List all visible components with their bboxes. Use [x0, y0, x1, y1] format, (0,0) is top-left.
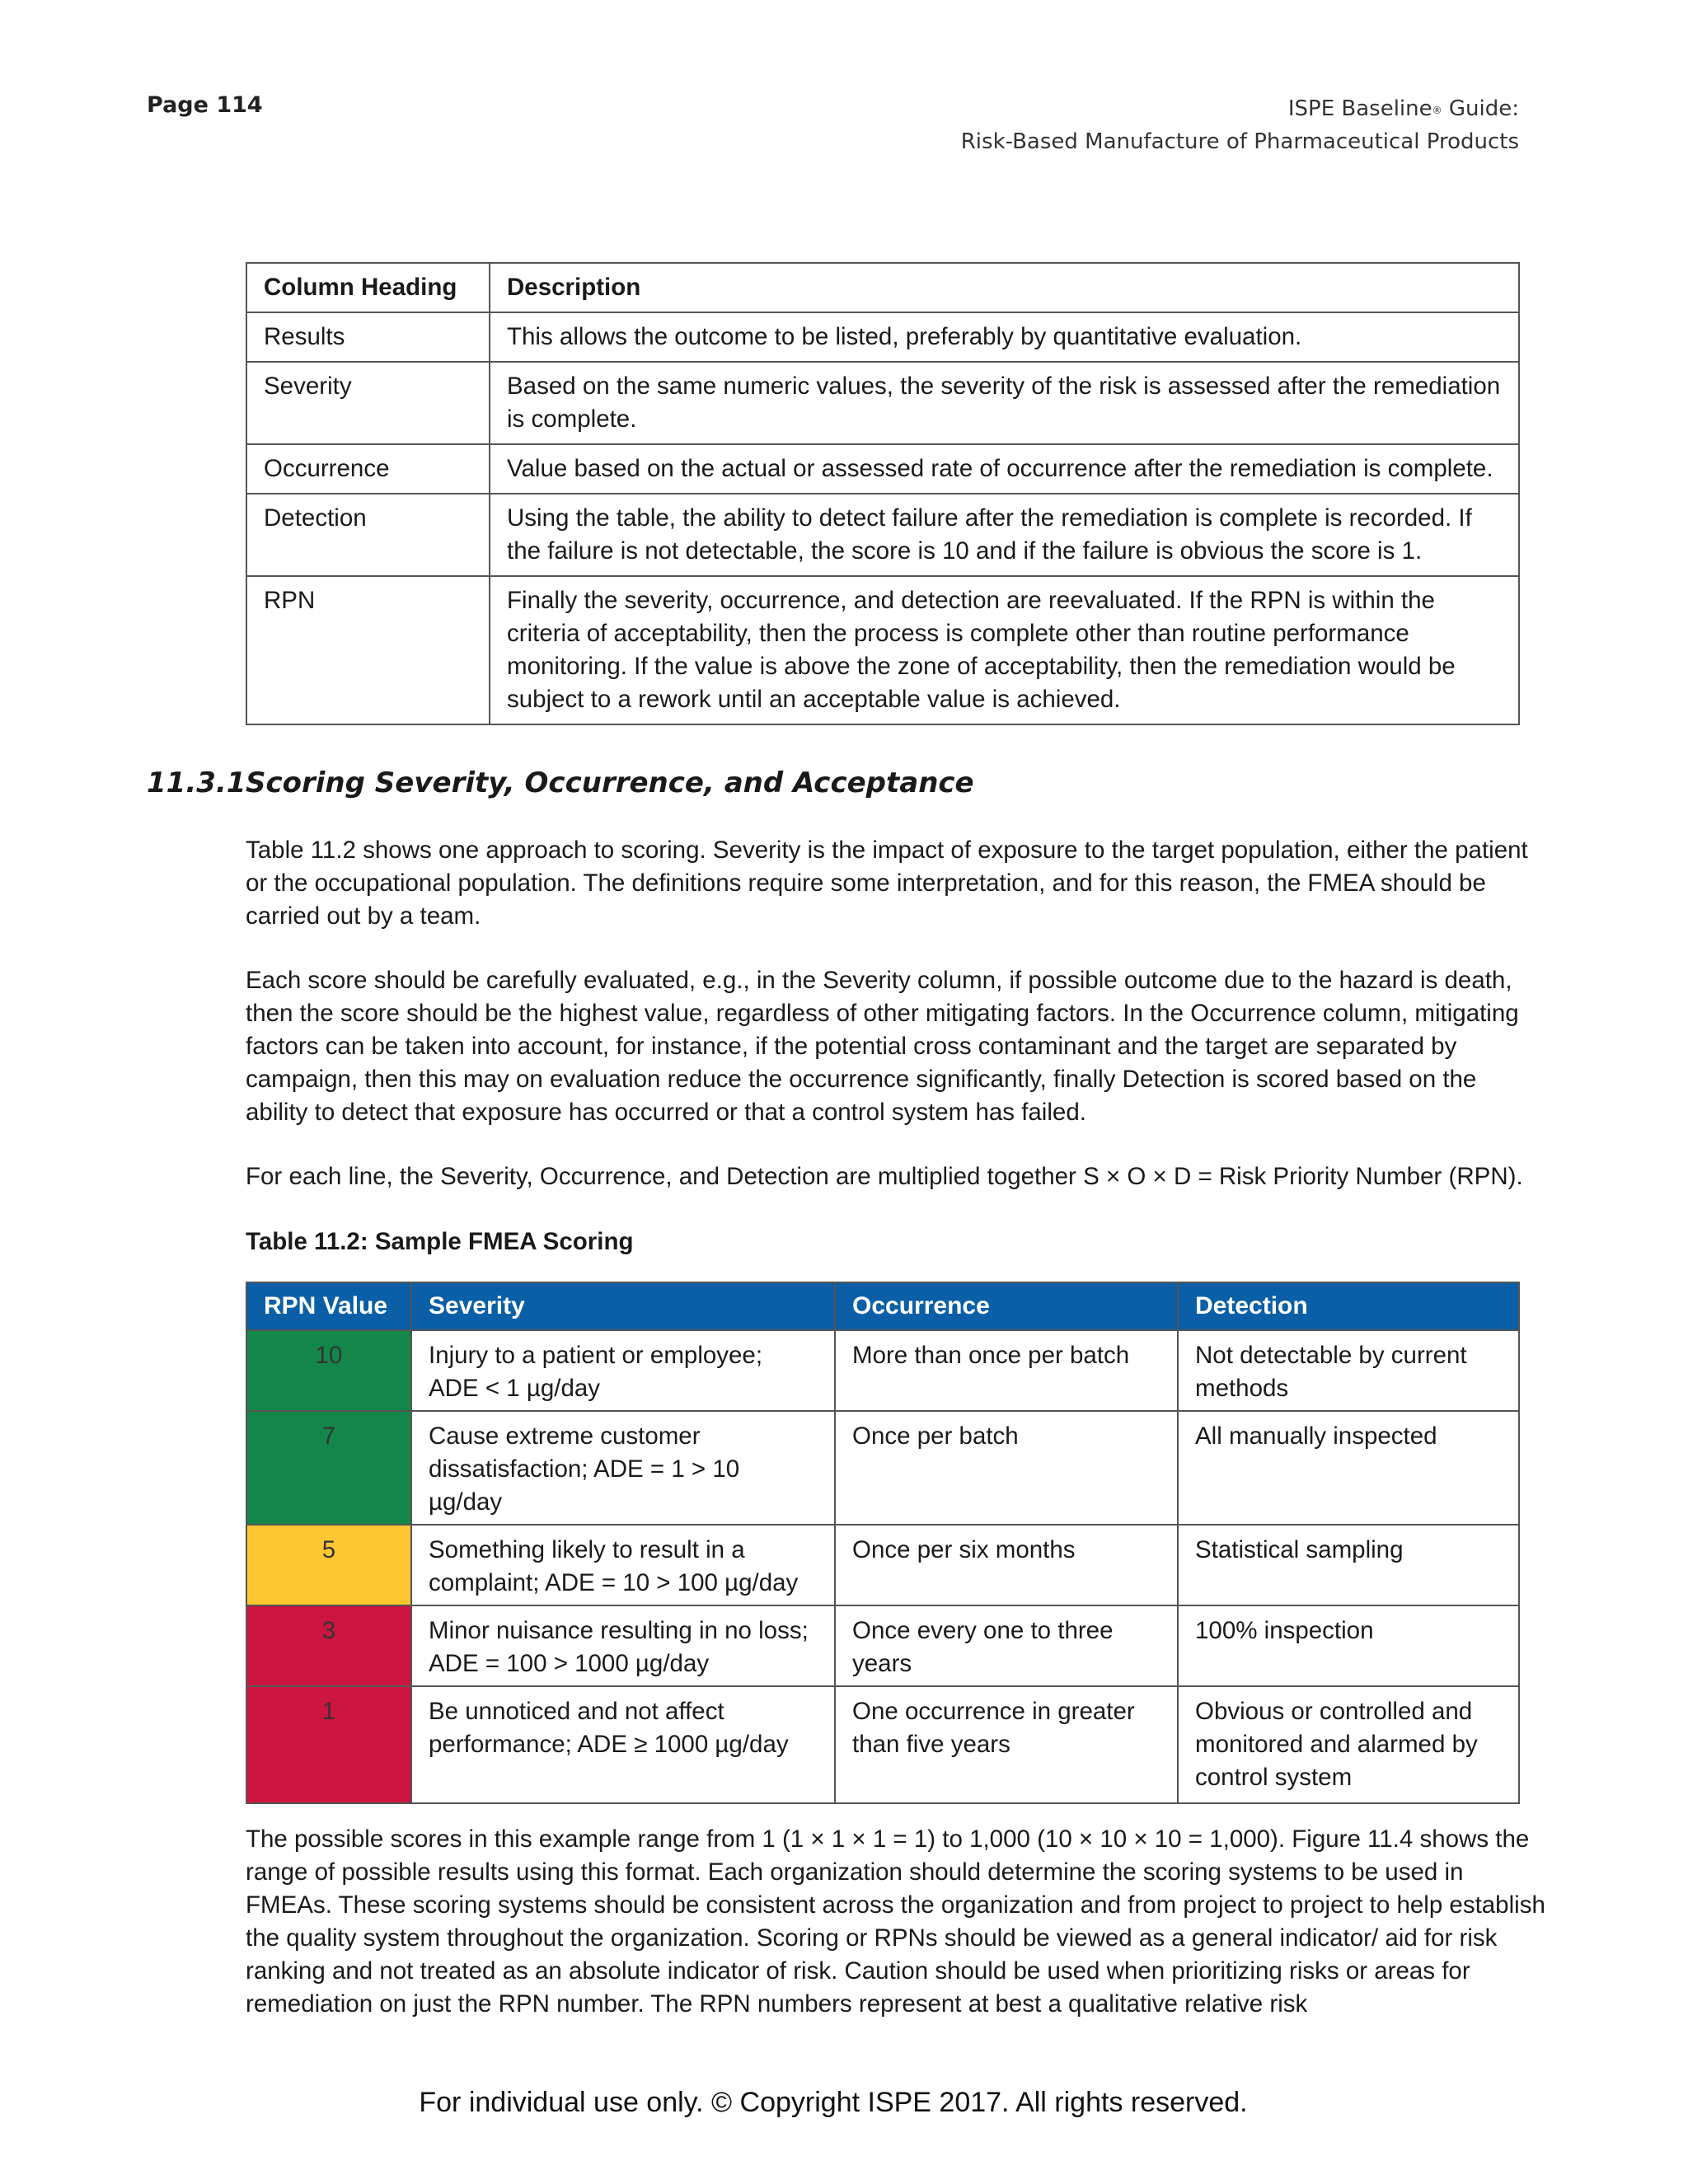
row-heading: Detection — [246, 494, 490, 576]
column-heading-header: Column Heading — [246, 263, 490, 312]
table-row — [246, 1330, 1519, 1411]
table-row — [246, 312, 1519, 362]
rpn-value-cell: 5 — [246, 1525, 411, 1605]
row-description: This allows the outcome to be listed, preferably by quantitative evaluation. — [490, 312, 1519, 362]
occurrence-cell: Once per batch — [835, 1411, 1178, 1525]
severity-cell: Be unnoticed and not affect performance; ADE ≥ 1000 µg/day — [411, 1686, 835, 1803]
guide-title-suffix: Guide: — [1442, 96, 1519, 121]
table-row — [246, 1525, 1519, 1605]
paragraph-2: Each score should be carefully evaluated, e.g., in the Severity column, if possible outcome due to the hazard is death, then the score should be the highest value, regardless of other mitigating factors. In the Occurrence column, mitigating factors can be taken into account, for instance, if the potential cross contaminant and the target are separated by campaign, then this may on evaluation reduce the occurrence significantly, finally Detection is scored based on the ability to detect that exposure has occurred or that a control system has failed. — [246, 967, 1519, 1126]
guide-title: ISPE Baseline — [1287, 96, 1432, 121]
detection-header: Detection — [1178, 1282, 1519, 1330]
row-heading: RPN — [246, 576, 490, 724]
column-description-table — [246, 262, 1520, 725]
detection-cell: Not detectable by current methods — [1178, 1330, 1519, 1411]
row-heading: Severity — [246, 362, 490, 444]
rpn-value-cell: 1 — [246, 1686, 411, 1803]
occurrence-cell: More than once per batch — [835, 1330, 1178, 1411]
rpn-value-cell: 7 — [246, 1411, 411, 1525]
paragraph-1: Table 11.2 shows one approach to scoring. Severity is the impact of exposure to the target population, either the patient or the occupational population. The definitions require some interpretation, and for this reason, the FMEA should be carried out by a team. — [246, 837, 1528, 930]
severity-cell: Something likely to result in a complaint; ADE = 10 > 100 µg/day — [411, 1525, 835, 1605]
severity-header: Severity — [411, 1282, 835, 1330]
row-description: Value based on the actual or assessed rate of occurrence after the remediation is complete. — [490, 444, 1519, 494]
table-header-row — [246, 1282, 1519, 1330]
detection-cell: All manually inspected — [1178, 1411, 1519, 1525]
severity-cell: Injury to a patient or employee; ADE < 1 µg/day — [411, 1330, 835, 1411]
table-row — [246, 576, 1519, 724]
table-row — [246, 1411, 1519, 1525]
table-row — [246, 494, 1519, 576]
paragraph-3: For each line, the Severity, Occurrence, and Detection are multiplied together S × O × D = Risk Priority Number (RPN). — [246, 1163, 1523, 1190]
table-header-row — [246, 263, 1519, 312]
row-description: Finally the severity, occurrence, and detection are reevaluated. If the RPN is within the criteria of acceptability, then the process is complete other than routine performance monitoring. If the value is above the zone of acceptability, then the remediation would be subject to a rework until an acceptable value is achieved. — [490, 576, 1519, 724]
table-row — [246, 1605, 1519, 1686]
occurrence-cell: One occurrence in greater than five years — [835, 1686, 1178, 1803]
guide-subtitle: Risk-Based Manufacture of Pharmaceutical Products — [960, 129, 1519, 154]
row-heading: Occurrence — [246, 444, 490, 494]
fmea-scoring-table — [246, 1282, 1520, 1804]
occurrence-cell: Once per six months — [835, 1525, 1178, 1605]
copyright-footer: For individual use only. © Copyright ISPE 2017. All rights reserved. — [419, 2087, 1248, 2118]
table-row — [246, 362, 1519, 444]
table-row — [246, 444, 1519, 494]
detection-cell: Obvious or controlled and monitored and alarmed by control system — [1178, 1686, 1519, 1803]
severity-cell: Minor nuisance resulting in no loss; ADE = 100 > 1000 µg/day — [411, 1605, 835, 1686]
detection-cell: Statistical sampling — [1178, 1525, 1519, 1605]
row-heading: Results — [246, 312, 490, 362]
row-description: Based on the same numeric values, the severity of the risk is assessed after the remediation is complete. — [490, 362, 1519, 444]
rpn-value-cell: 10 — [246, 1330, 411, 1411]
registered-mark: ® — [1432, 105, 1442, 116]
row-description: Using the table, the ability to detect failure after the remediation is complete is recorded. If the failure is not detectable, the score is 10 and if the failure is obvious the score is 1. — [490, 494, 1519, 576]
paragraph-4: The possible scores in this example range from 1 (1 × 1 × 1 = 1) to 1,000 (10 × 10 × 10 = 1,000). Figure 11.4 shows the range of possible results using this format. Each organization should determine the scoring systems to be used in FMEAs. These scoring systems should be consistent across the organization and from project to project to help establish the quality system throughout the organization. Scoring or RPNs should be viewed as a general indicator/ aid for risk ranking and not treated as an absolute indicator of risk. Caution should be used when prioritizing risks or areas for remediation on just the RPN number. The RPN numbers represent at best a qualitative relative risk — [246, 1825, 1545, 2018]
description-header: Description — [490, 263, 1519, 312]
running-header — [961, 92, 1519, 158]
rpn-value-cell: 3 — [246, 1605, 411, 1686]
page-number: Page 114 — [147, 92, 263, 118]
table-row — [246, 1686, 1519, 1803]
table-caption: Table 11.2: Sample FMEA Scoring — [246, 1228, 634, 1255]
section-title: Scoring Severity, Occurrence, and Acceptance — [246, 766, 974, 799]
section-heading — [147, 766, 974, 799]
detection-cell: 100% inspection — [1178, 1605, 1519, 1686]
section-number: 11.3.1 — [147, 766, 246, 799]
occurrence-header: Occurrence — [835, 1282, 1178, 1330]
rpn-value-header: RPN Value — [246, 1282, 411, 1330]
occurrence-cell: Once every one to three years — [835, 1605, 1178, 1686]
severity-cell: Cause extreme customer dissatisfaction; ADE = 1 > 10 µg/day — [411, 1411, 835, 1525]
